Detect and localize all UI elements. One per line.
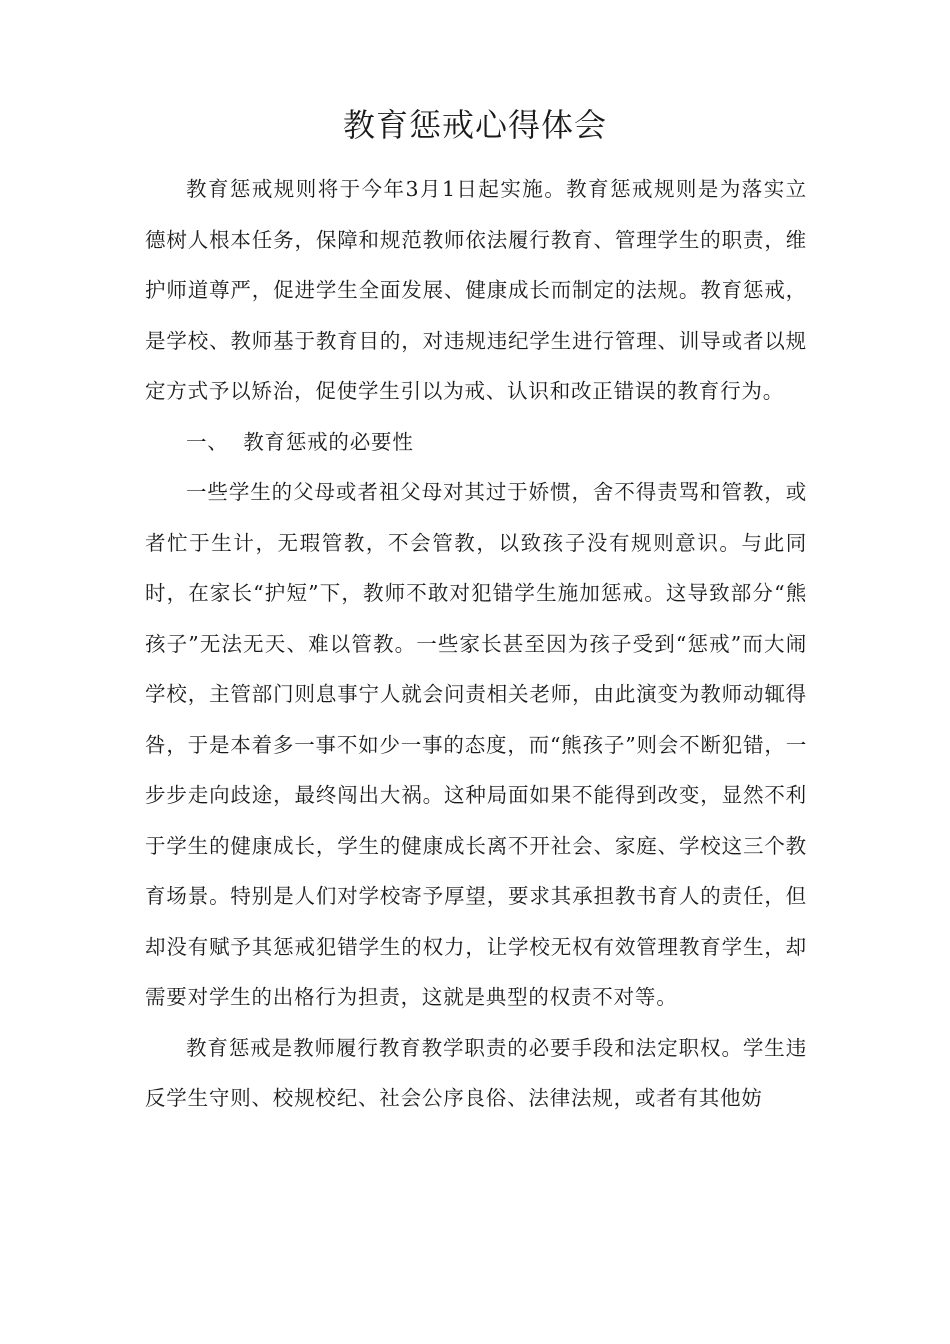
section-heading-necessity: 一、 教育惩戒的必要性	[186, 429, 414, 454]
paragraph-intro: 教育惩戒规则将于今年3月1日起实施。教育惩戒规则是为落实立德树人根本任务，保障和规范教师依法履行教育、管理学生的职责，维护师道尊严，促进学生全面发展、健康成长而制定的法规。教育惩戒，是学校、教师基于教育目的，对违规违纪学生进行管理、训导或者以规定方式予以矫治，促使学生引以为戒、认识和改正错误的教育行为。	[145, 177, 807, 403]
document-title: 教育惩戒心得体会	[342, 106, 607, 144]
paragraph-necessity: 一些学生的父母或者祖父母对其过于娇惯，舍不得责骂和管教，或者忙于生计，无瑕管教，不会管教，以致孩子没有规则意识。与此同时，在家长“护短”下，教师不敢对犯错学生施加惩戒。这导致部分“熊孩子”无法无天、难以管教。一些家长甚至因为孩子受到“惩戒”而大闹学校，主管部门则息事宁人就会问责相关老师，由此演变为教师动辄得咎，于是本着多一事不如少一事的态度，而“熊孩子”则会不断犯错，一步步走向歧途，最终闯出大祸。这种局面如果不能得到改变，显然不利于学生的健康成长，学生的健康成长离不开社会、家庭、学校这三个教育场景。特别是人们对学校寄予厚望，要求其承担教书育人的责任，但却没有赋予其惩戒犯错学生的权力，让学校无权有效管理教育学生，却需要对学生的出格行为担责，这就是典型的权责不对等。	[145, 480, 807, 1009]
paragraph-duty: 教育惩戒是教师履行教育教学职责的必要手段和法定职权。学生违反学生守则、校规校纪、社会公序良俗、法律法规，或者有其他妨	[145, 1035, 807, 1110]
document-body	[145, 164, 807, 1124]
